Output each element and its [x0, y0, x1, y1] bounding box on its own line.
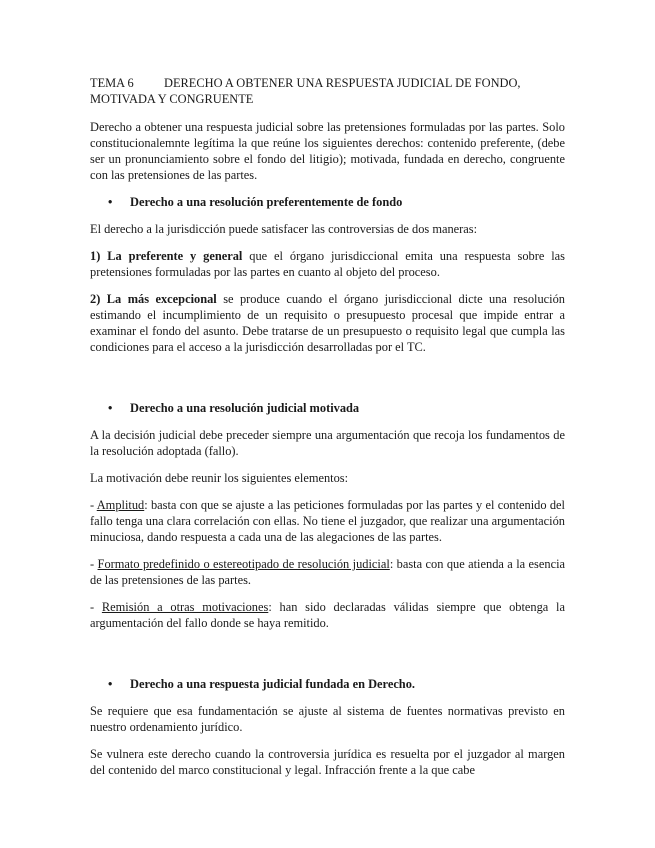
paragraph-text: : basta con que se ajuste a las peticiones formuladas por las partes y el contenido del fallo tenga una clara correlación con ellas. No tiene el juzgador, que realizar una argumentación minuciosa, dando respuesta a cada una de las alegaciones de las partes.	[90, 498, 565, 544]
bullet-icon: •	[108, 677, 113, 691]
section-heading-motivada	[90, 400, 565, 416]
paragraph-text: : basta con que atienda a la esencia de las pretensiones de las partes.	[90, 557, 566, 587]
paragraph	[90, 291, 565, 355]
list-item	[90, 599, 565, 631]
intro-paragraph: Derecho a obtener una respuesta judicial sobre las pretensiones formuladas por las partes. Solo constitucionalemnte legítima la que reúne los siguientes derechos: contenido preferente, (debe ser un pronunciamiento sobre el fondo del litigio); motivada, fundada en derecho, congruente con las pretensiones de las partes.	[90, 120, 565, 182]
section-heading-fondo	[90, 194, 565, 210]
paragraph-text: : han sido declaradas válidas siempre que obtenga la argumentación del fallo donde se haya remitido.	[90, 600, 565, 630]
dash: -	[90, 557, 98, 571]
list-item	[90, 556, 565, 588]
list-item	[90, 497, 565, 545]
section-heading-text: Derecho a una resolución preferentemente de fondo	[130, 195, 403, 209]
spacer	[90, 366, 565, 400]
underlined-term: Amplitud	[96, 498, 145, 512]
dash: -	[90, 498, 97, 512]
paragraph: A la decisión judicial debe preceder siempre una argumentación que recoja los fundamentos de la resolución adoptada (fallo).	[90, 428, 565, 458]
title-text: DERECHO A OBTENER UNA RESPUESTA JUDICIAL DE FONDO, MOTIVADA Y CONGRUENTE	[90, 76, 521, 106]
document-page	[90, 75, 565, 789]
paragraph-text: se produce cuando el órgano jurisdiccional dicte una resolución estimando el incumplimiento de un requisito o presupuesto procesal que impide entrar a examinar el fondo del asunto. Debe tratarse de un presupuesto o requisito legal que cumpla las condiciones para el acceso a la jurisdicción desarrolladas por el TC.	[90, 292, 565, 354]
underlined-term: Formato predefinido o estereotipado de resolución judicial	[97, 557, 390, 571]
paragraph-text: que el órgano jurisdiccional emita una respuesta sobre las pretensiones formuladas por las partes en cuanto al objeto del proceso.	[90, 249, 565, 279]
underlined-term: Remisión a otras motivaciones	[101, 600, 269, 614]
bold-term: 2) La más excepcional	[90, 292, 217, 306]
bullet-icon: •	[108, 195, 113, 209]
paragraph: Se requiere que esa fundamentación se ajuste al sistema de fuentes normativas previsto en nuestro ordenamiento jurídico.	[90, 704, 565, 734]
paragraph: El derecho a la jurisdicción puede satisfacer las controversias de dos maneras:	[90, 222, 478, 236]
section-heading-text: Derecho a una resolución judicial motivada	[130, 401, 360, 415]
section-heading-fundada	[90, 676, 565, 692]
section-heading-text: Derecho a una respuesta judicial fundada en Derecho.	[130, 677, 415, 691]
title-number: TEMA 6	[90, 76, 134, 90]
dash: -	[90, 600, 102, 614]
paragraph: Se vulnera este derecho cuando la controversia jurídica es resuelta por el juzgador al margen del contenido del marco constitucional y legal. Infracción frente a la que cabe	[90, 747, 565, 777]
spacer	[90, 642, 565, 676]
bullet-icon: •	[108, 401, 113, 415]
paragraph: La motivación debe reunir los siguientes elementos:	[90, 471, 349, 485]
bold-term: 1) La preferente y general	[90, 249, 243, 263]
paragraph	[90, 248, 565, 280]
page-title	[90, 75, 565, 107]
